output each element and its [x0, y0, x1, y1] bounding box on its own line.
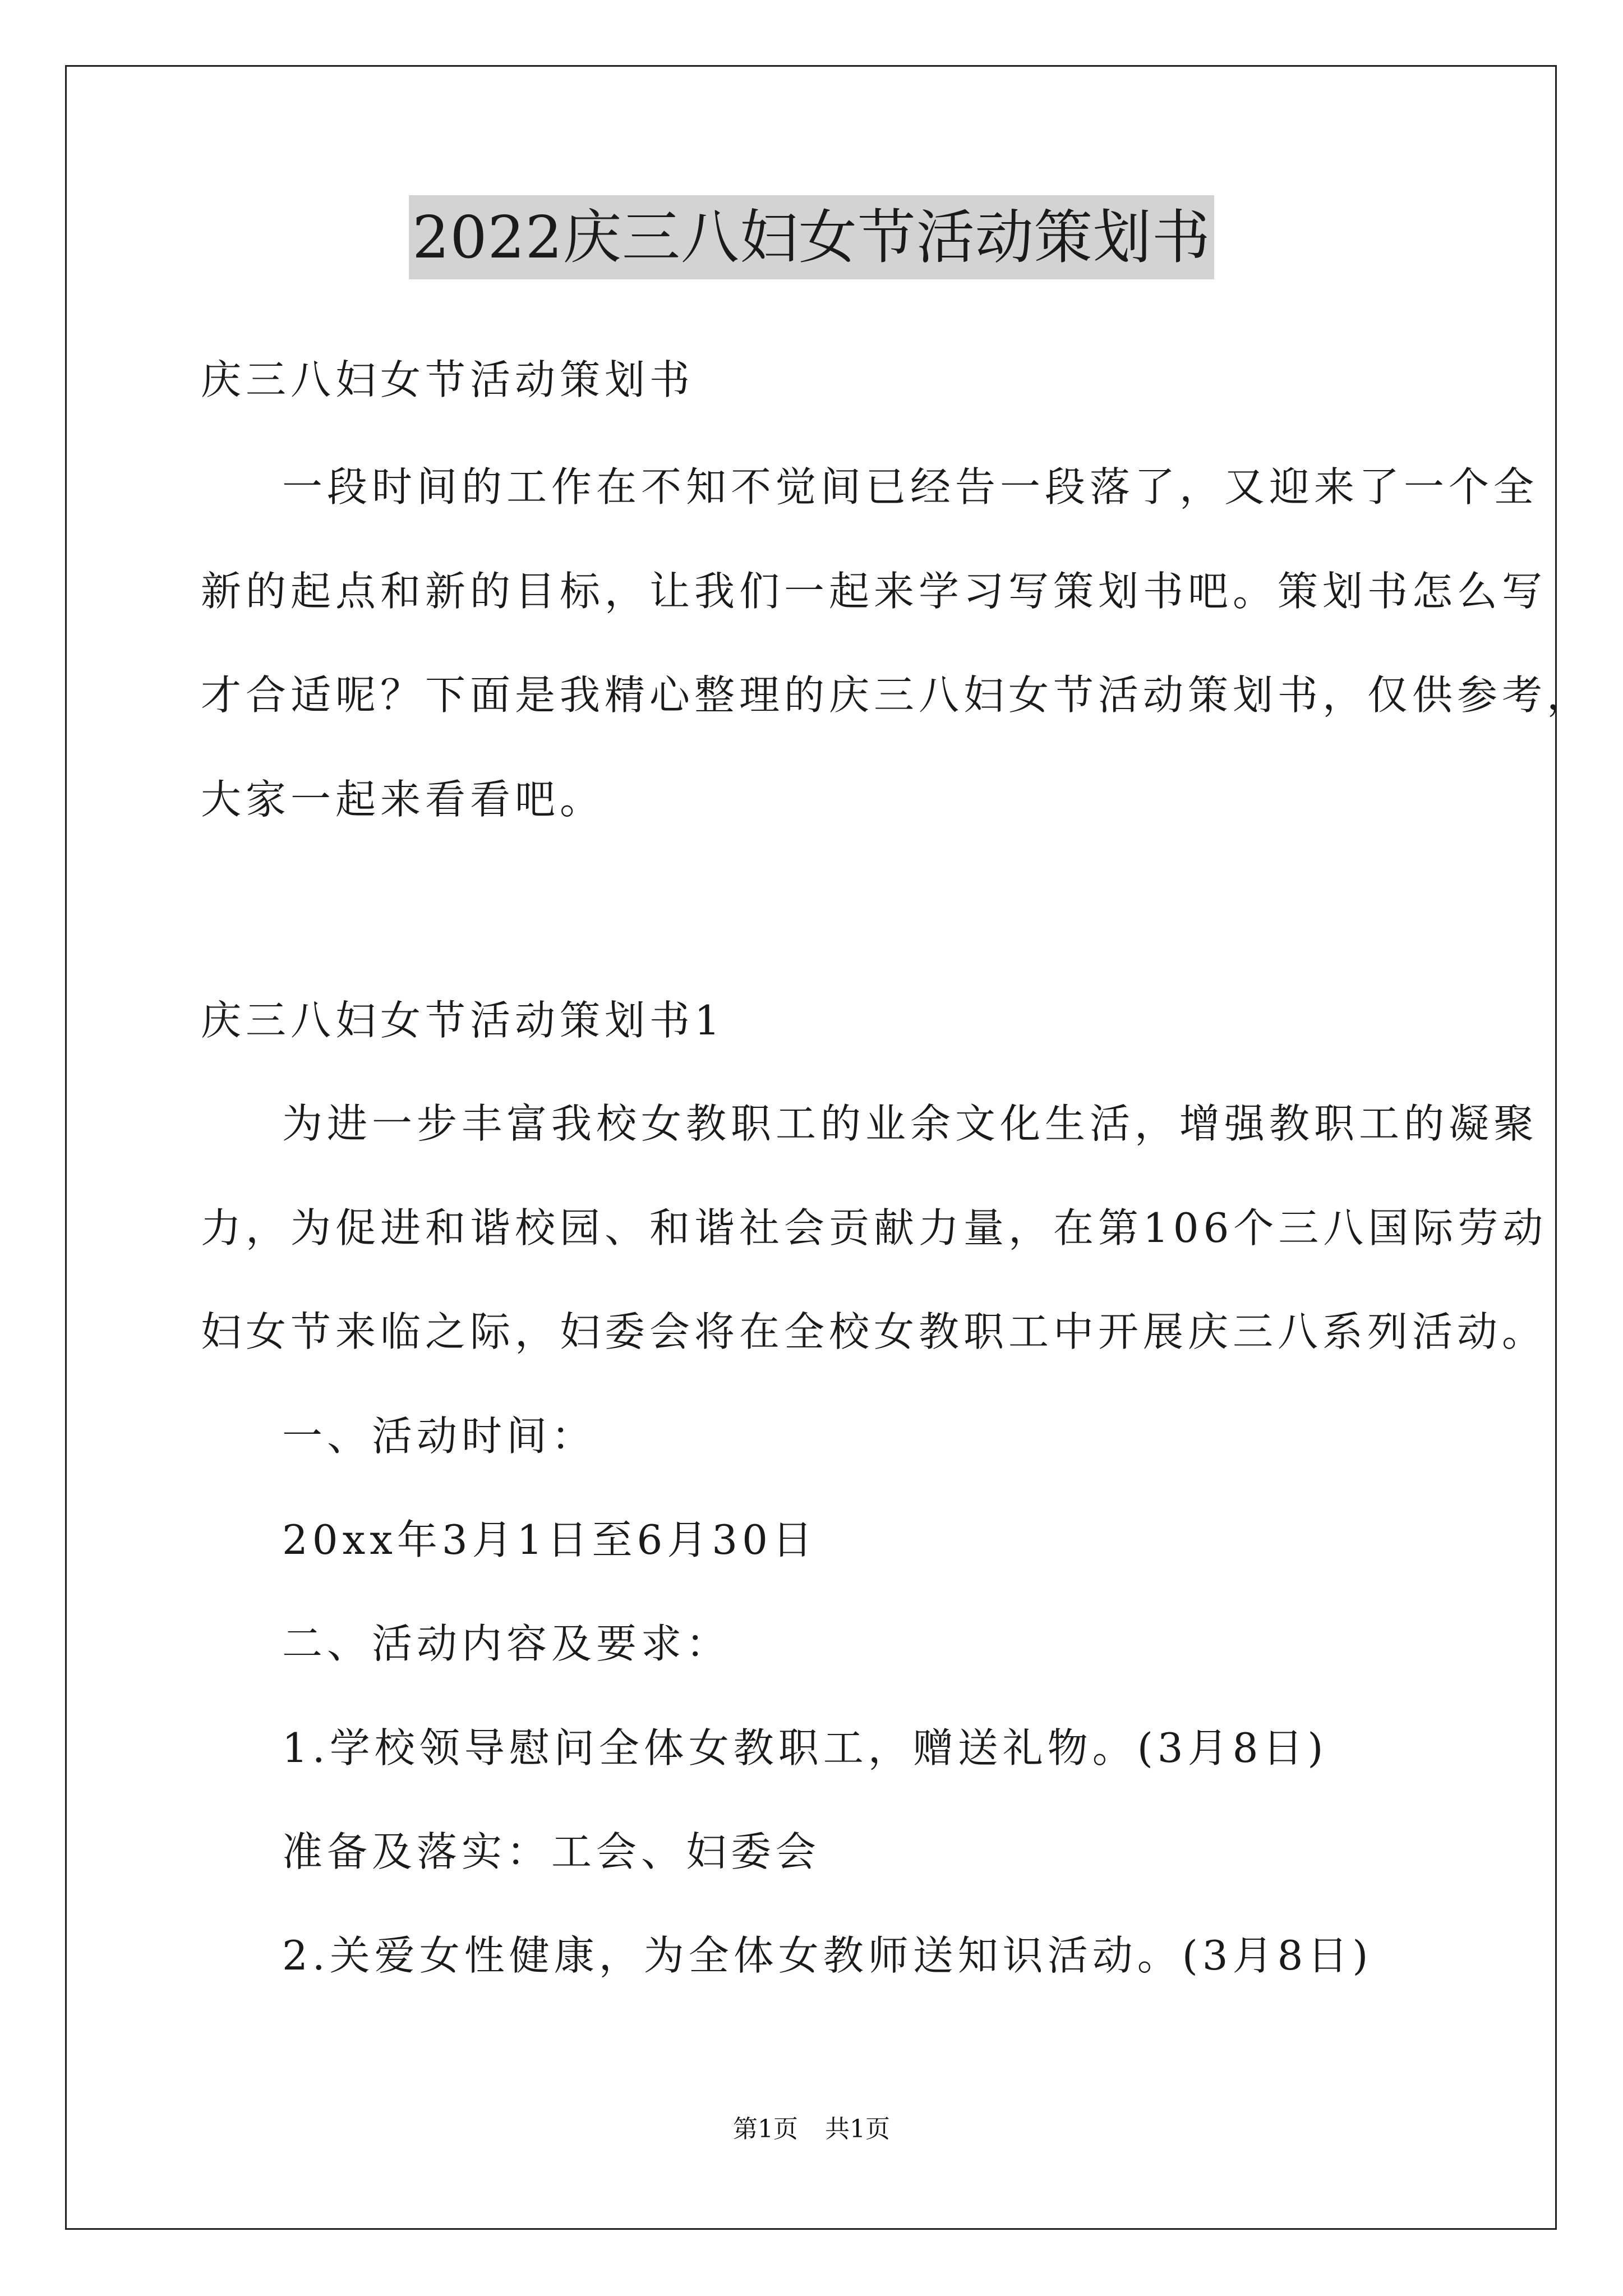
- title-container: [0, 195, 1623, 279]
- section-heading: 庆三八妇女节活动策划书1: [201, 997, 725, 1044]
- activity-content-heading: 二、活动内容及要求：: [282, 1620, 731, 1667]
- page-footer: [0, 2113, 1623, 2146]
- intro-paragraph-line-4: 大家一起来看看吧。: [201, 776, 605, 823]
- subtitle-line: 庆三八妇女节活动策划书: [201, 356, 695, 403]
- activity-time-value: 20xx年3月1日至6月30日: [282, 1516, 817, 1563]
- page-total: 共1页: [825, 2115, 890, 2143]
- intro-paragraph-line-1: 一段时间的工作在不知不觉间已经告一段落了，又迎来了一个全: [282, 463, 1539, 510]
- page-number: 第1页: [733, 2115, 798, 2143]
- activity-item-2: 2.关爱女性健康，为全体女教师送知识活动。(3月8日): [282, 1932, 1373, 1979]
- body-paragraph-line-1: 为进一步丰富我校女教职工的业余文化生活，增强教职工的凝聚: [282, 1100, 1539, 1147]
- body-paragraph-line-2: 力，为促进和谐校园、和谐社会贡献力量，在第106个三八国际劳动: [201, 1204, 1548, 1251]
- activity-time-heading: 一、活动时间：: [282, 1412, 597, 1460]
- intro-paragraph-line-2: 新的起点和新的目标，让我们一起来学习写策划书吧。策划书怎么写: [201, 568, 1547, 615]
- document-title: 2022庆三八妇女节活动策划书: [409, 195, 1214, 279]
- body-paragraph-line-3: 妇女节来临之际，妇委会将在全校女教职工中开展庆三八系列活动。: [201, 1308, 1547, 1355]
- intro-paragraph-line-3: 才合适呢？下面是我精心整理的庆三八妇女节活动策划书，仅供参考，: [201, 671, 1592, 719]
- activity-item-1-responsible: 准备及落实：工会、妇委会: [282, 1828, 821, 1875]
- activity-item-1: 1.学校领导慰问全体女教职工，赠送礼物。(3月8日): [282, 1724, 1328, 1772]
